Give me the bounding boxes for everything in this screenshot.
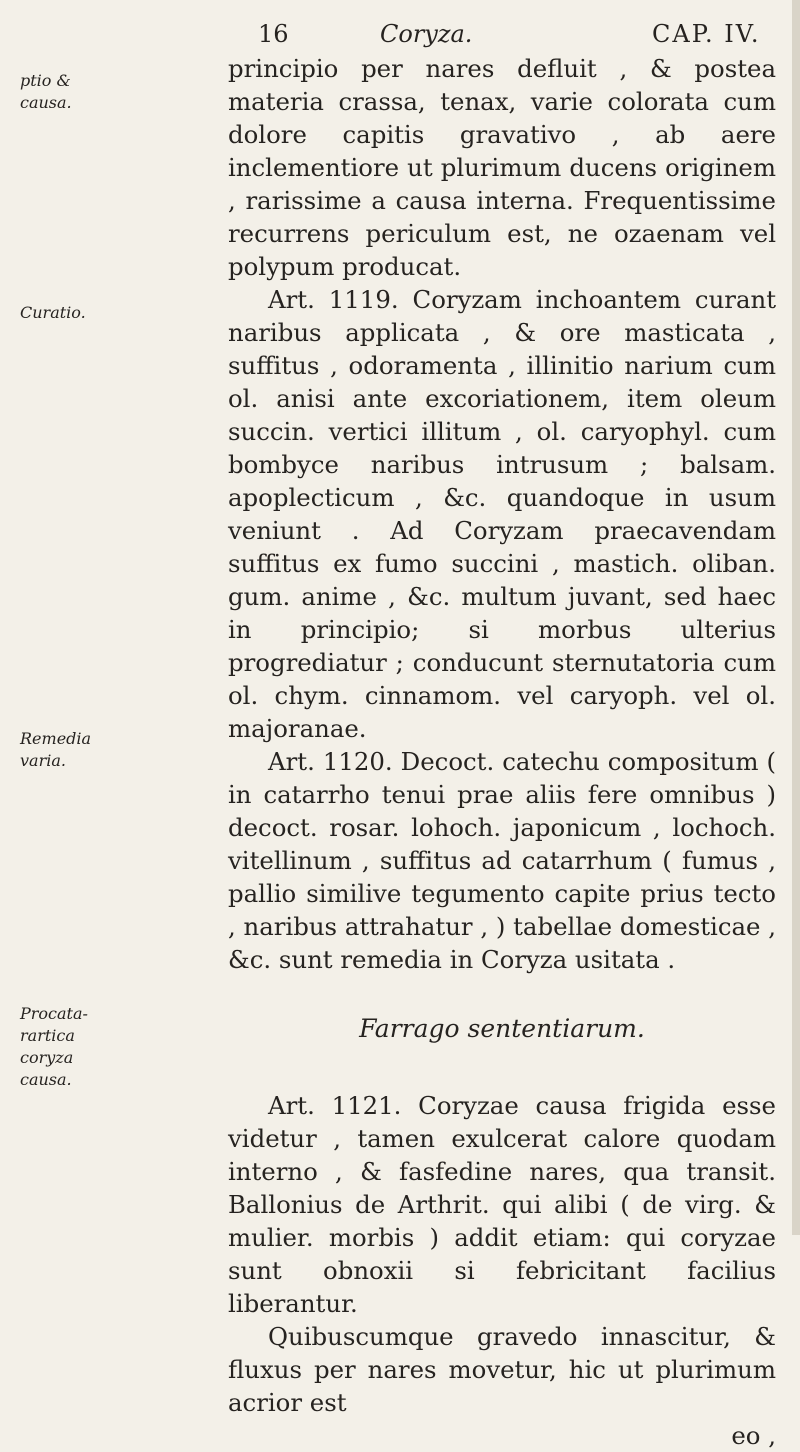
margin-note-line: Remedia [20,729,92,748]
margin-note-line: varia. [20,751,66,770]
margin-note-remedia [20,728,100,772]
margin-note-line: causa. [20,1070,72,1089]
chapter-label: CAP. IV. [652,20,761,48]
margin-note-line: ptio & [20,71,71,90]
paragraph-art-1121: Art. 1121. Coryzae causa frigida esse videtur , tamen exulcerat calore quodam interno , & fasfedine nares, qua transit. Ballonius de Arthrit. qui alibi ( de virg. & mulier. morbis ) addit etiam: qui coryzae sunt obnoxii si febricitant facilius liberantur. [228,1091,776,1318]
margin-note-curatio [20,302,100,324]
paragraph-art-1119: Art. 1119. Coryzam inchoantem curant naribus applicata , & ore masticata , suffitus , odoramenta , illinitio narium cum ol. anisi ante excoriationem, item oleum succin. vertici illitum , ol. caryophyl. cum bombyce naribus intrusum ; balsam. apoplecticum , &c. quandoque in usum veniunt . Ad Coryzam praecavendam suffitus ex fumo succini , mastich. oliban. gum. anime , &c. multum juvant, sed haec in principio; si morbus ulterius progrediatur ; conducunt sternutatoria cum ol. chym. cinnamom. vel caryoph. vel ol. majoranae. [228,285,776,743]
running-title: Coryza. [380,20,473,48]
page-edge [792,0,800,1235]
page-number: 16 [258,20,289,48]
margin-note-line: causa. [20,93,72,112]
margin-note-line: Curatio. [20,303,86,322]
margin-note-line: rartica [20,1026,75,1045]
paragraph-gravedo: Quibuscumque gravedo innascitur, & fluxus per nares movetur, hic ut plurimum acrior est [228,1322,776,1417]
running-header [0,14,800,54]
catchword: eo , [731,1421,776,1450]
main-text [228,52,776,1452]
margin-note-line: coryza [20,1048,74,1067]
margin-note-causa [20,70,100,114]
paragraph-causa: principio per nares defluit , & postea materia crassa, tenax, varie colorata cum dolore capitis gravativo , ab aere inclementiore ut plurimum ducens originem , rarissime a causa interna. Frequentissime recurrens periculum est, ne ozaenam vel polypum producat. [228,54,776,281]
margin-note-line: Procata- [20,1004,88,1023]
margin-note-causa-coryzae [20,1003,100,1091]
section-heading: Farrago sententiarum. [359,1014,645,1043]
paragraph-art-1120: Art. 1120. Decoct. catechu compositum ( in catarrho tenui prae aliis fere omnibus ) decoct. rosar. lohoch. japonicum , lochoch. vitellinum , suffitus ad catarrhum ( fumus , pallio similive tegumento capite prius tecto , naribus attrahatur , ) tabellae domesticae , &c. sunt remedia in Coryza usitata . [228,747,776,974]
